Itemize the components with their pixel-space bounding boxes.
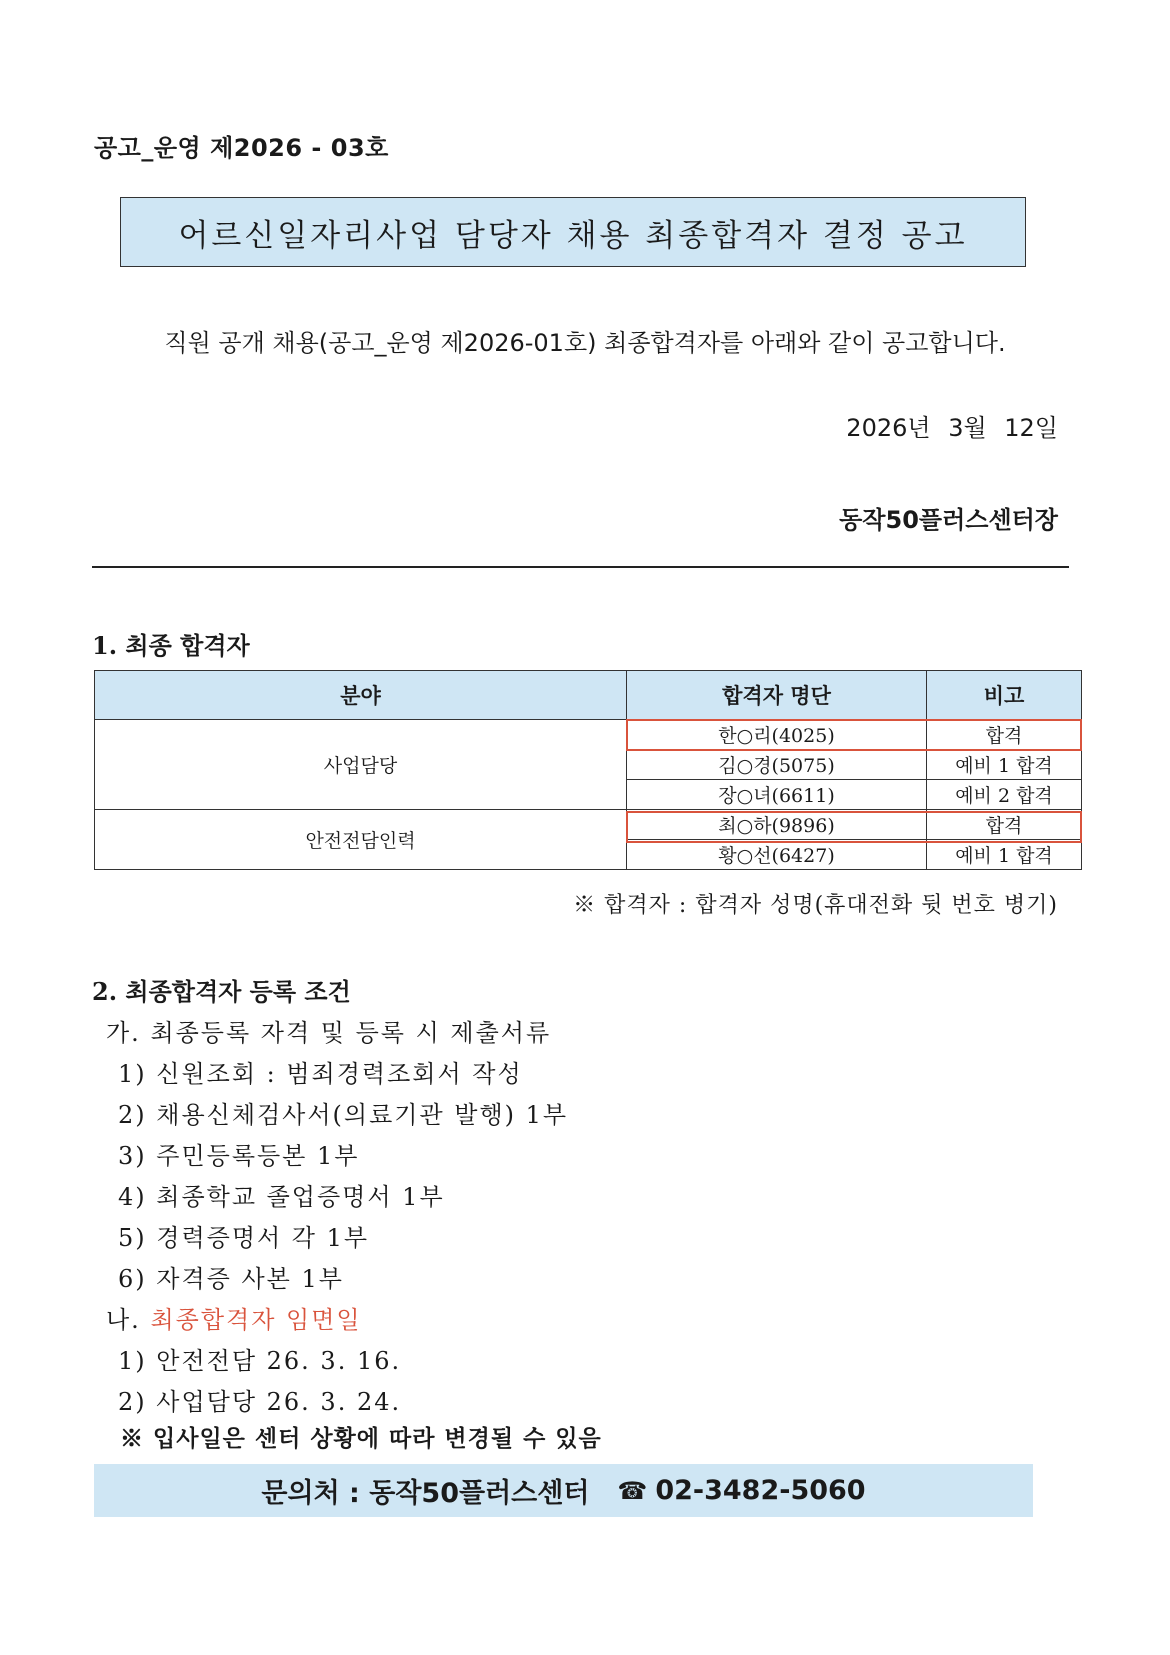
sub-heading-b-label: 최종합격자 임면일 [150,1306,362,1334]
name-cell: 최○하(9896) [627,810,927,840]
list-item: 1) 신원조회 : 범죄경력조회서 작성 [118,1060,523,1088]
intro-text: 직원 공개 채용(공고_운영 제2026-01호) 최종합격자를 아래와 같이 공고합니다. [164,329,1006,357]
list-item: 2) 사업담당 26. 3. 24. [118,1388,402,1416]
table-header-row [95,671,1082,720]
field-cell: 안전전담인력 [95,810,627,870]
divider [92,566,1069,568]
col-header-field: 분야 [95,671,627,720]
section1-heading: 1. 최종 합격자 [92,631,250,660]
contact-phone: 02-3482-5060 [655,1475,866,1506]
name-cell: 황○선(6427) [627,840,927,870]
note-cell: 합격 [927,810,1082,840]
list-item: 2) 채용신체검사서(의료기관 발행) 1부 [118,1101,569,1129]
issuer: 동작50플러스센터장 [839,506,1058,534]
name-cell: 장○녀(6611) [627,780,927,810]
list-item: 5) 경력증명서 각 1부 [118,1224,370,1252]
phone-icon: ☎ [617,1476,648,1505]
list-item: 4) 최종학교 졸업증명서 1부 [118,1183,445,1211]
note-cell: 합격 [927,720,1082,750]
col-header-note: 비고 [927,671,1082,720]
notice-date: 2026년 3월 12일 [846,414,1058,442]
table-row [95,810,1082,840]
name-cell: 한○리(4025) [627,720,927,750]
sub-heading-a: 가. 최종등록 자격 및 등록 시 제출서류 [106,1019,552,1047]
note-cell: 예비 2 합격 [927,780,1082,810]
note-cell: 예비 1 합격 [927,840,1082,870]
note-cell: 예비 1 합격 [927,750,1082,780]
list-item: 3) 주민등록등본 1부 [118,1142,360,1170]
notice-number: 공고_운영 제2026 - 03호 [94,134,389,162]
field-cell: 사업담당 [95,720,627,810]
col-header-names: 합격자 명단 [627,671,927,720]
contact-label: 문의처 : 동작50플러스센터 [261,1478,590,1509]
notice-title-box [120,197,1026,267]
contact-bar [94,1464,1033,1517]
start-date-warning: ※ 입사일은 센터 상황에 따라 변경될 수 있음 [120,1425,602,1452]
name-cell: 김○경(5075) [627,750,927,780]
notice-title: 어르신일자리사업 담당자 채용 최종합격자 결정 공고 [178,217,968,254]
sub-heading-b [106,1300,362,1335]
table-row [95,720,1082,750]
result-table [94,670,1082,870]
section2-heading: 2. 최종합격자 등록 조건 [92,977,351,1006]
table-footnote: ※ 합격자 : 합격자 성명(휴대전화 뒷 번호 병기) [573,893,1058,918]
list-item: 6) 자격증 사본 1부 [118,1265,344,1293]
list-item: 1) 안전전담 26. 3. 16. [118,1347,402,1375]
sub-heading-b-prefix: 나. [106,1306,141,1334]
